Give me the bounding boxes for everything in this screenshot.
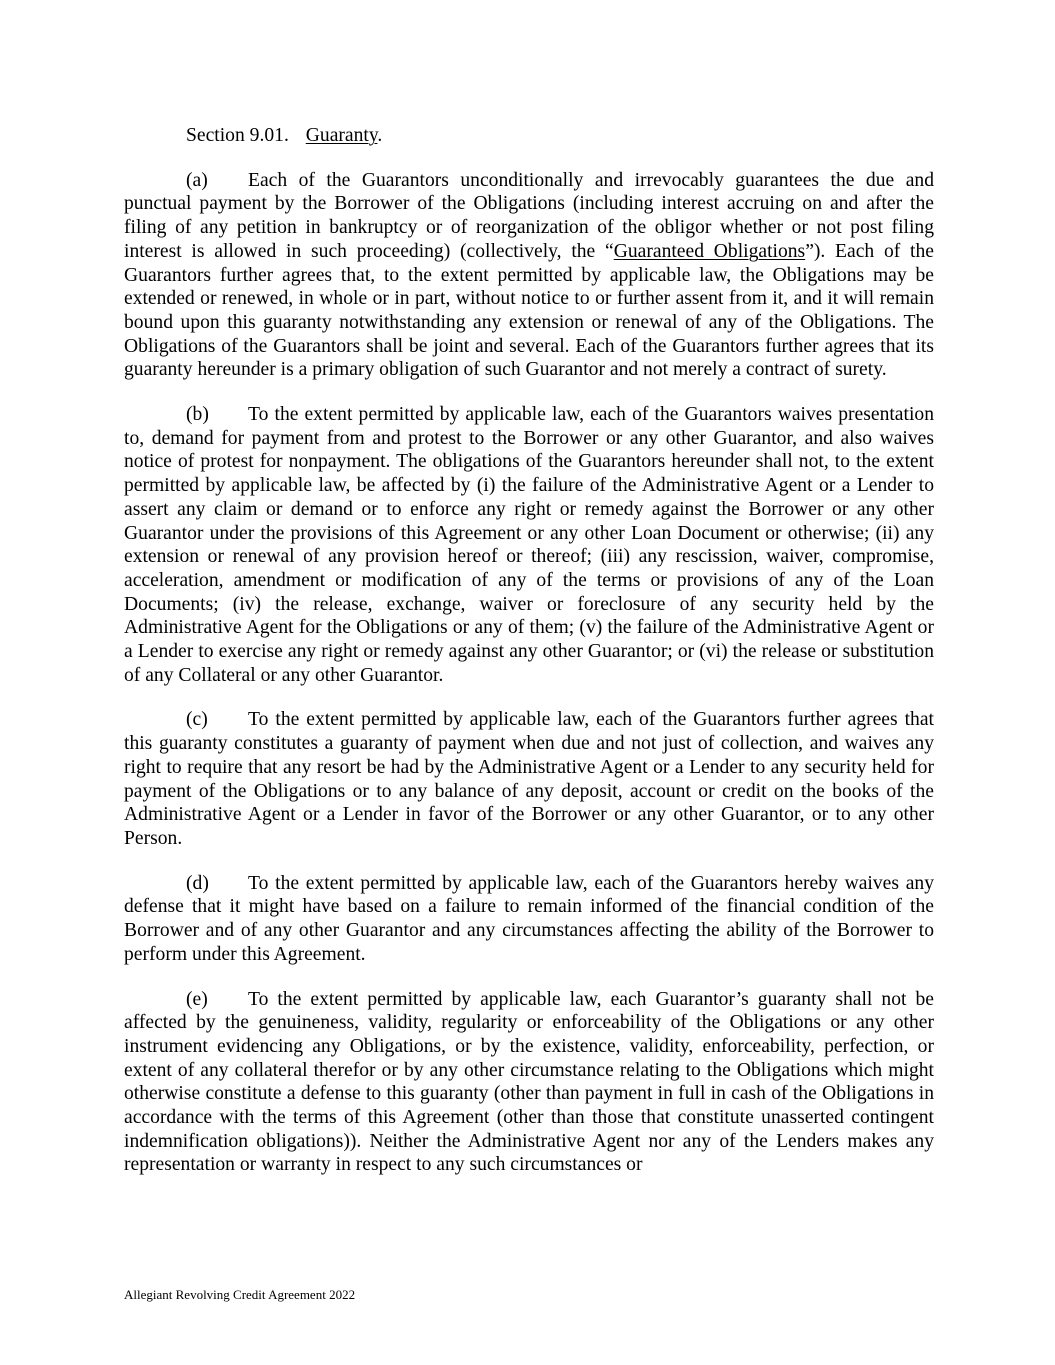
paragraph-label: (c)	[186, 709, 208, 731]
section-title-suffix: .	[377, 125, 383, 146]
paragraph-text: ”). Each of the Guarantors further agrees that, to the extent permitted by applicable law, the Obligations may be extended or renewed, in whole or in part, without notice to or further assent from it, and it will remain bound upon this guaranty notwithstanding any extension or renewal of any of the Obligations. The Obligations of the Guarantors shall be joint and several. Each of the Guarantors further agrees that its guaranty hereunder is a primary obligation of such Guarantor and not merely a contract of surety.	[124, 240, 934, 381]
paragraph-text: To the extent permitted by applicable law, each Guarantor’s guaranty shall not be affected by the genuineness, validity, regularity or enforceability of the Obligations or any other instrument evidencing any Obligations, or by the existence, validity, enforceability, perfection, or extent of any collateral therefor or by any other circumstance relating to the Obligations which might otherwise constitute a defense to this guaranty (other than payment in full in cash of the Obligations in accordance with the terms of this Agreement (other than those that constitute unasserted contingent indemnification obligations)). Neither the Administrative Agent nor any of the Lenders makes any representation or warranty in respect to any such circumstances or	[124, 988, 934, 1176]
paragraph-label: (e)	[186, 988, 208, 1010]
section-title: Guaranty	[305, 125, 378, 146]
paragraph-label: (b)	[186, 404, 209, 426]
defined-term: Guaranteed Obligations	[613, 240, 806, 262]
paragraph-d	[124, 872, 934, 967]
paragraph-a	[124, 169, 934, 382]
section-number: Section 9.01.	[186, 125, 289, 146]
paragraph-c	[124, 708, 934, 850]
paragraph-text: To the extent permitted by applicable law, each of the Guarantors hereby waives any defense that it might have based on a failure to remain informed of the financial condition of the Borrower and of any other Guarantor and any circumstances affecting the ability of the Borrower to perform under this Agreement.	[124, 872, 934, 965]
paragraph-text: To the extent permitted by applicable law, each of the Guarantors further agrees that this guaranty constitutes a guaranty of payment when due and not just of collection, and waives any right to require that any resort be had by the Administrative Agent or a Lender to any security held for payment of the Obligations or to any balance of any deposit, account or credit on the books of the Administrative Agent or a Lender in favor of the Borrower or any other Guarantor, or to any other Person.	[124, 709, 934, 849]
page-footer: Allegiant Revolving Credit Agreement 2022	[124, 1287, 356, 1302]
paragraph-e	[124, 988, 934, 1178]
paragraph-b	[124, 403, 934, 687]
paragraph-label: (a)	[186, 169, 208, 191]
section-heading	[124, 124, 934, 148]
paragraph-text: Each of the Guarantors unconditionally and irrevocably guarantees the due and punctual payment by the Borrower of the Obligations (including interest accruing on and after the filing of any petition in bankruptcy or of reorganization of the obligor whether or not post filing interest is allowed in such proceeding) (collectively, the “	[124, 169, 934, 262]
document-body	[124, 124, 934, 1177]
paragraph-label: (d)	[186, 872, 209, 894]
paragraph-text: To the extent permitted by applicable law, each of the Guarantors waives presentation to, demand for payment from and protest to the Borrower or any other Guarantor, and also waives notice of protest for nonpayment. The obligations of the Guarantors hereunder shall not, to the extent permitted by applicable law, be affected by (i) the failure of the Administrative Agent or a Lender to assert any claim or demand or to enforce any right or remedy against the Borrower or any other Guarantor under the provisions of this Agreement or any other Loan Document or otherwise; (ii) any extension or renewal of any provision hereof or thereof; (iii) any rescission, waiver, compromise, acceleration, amendment or modification of any of the terms or provisions of any of the Loan Documents; (iv) the release, exchange, waiver or foreclosure of any security held by the Administrative Agent for the Obligations or any of them; (v) the failure of the Administrative Agent or a Lender to exercise any right or remedy against any other Guarantor; or (vi) the release or substitution of any Collateral or any other Guarantor.	[124, 404, 934, 686]
